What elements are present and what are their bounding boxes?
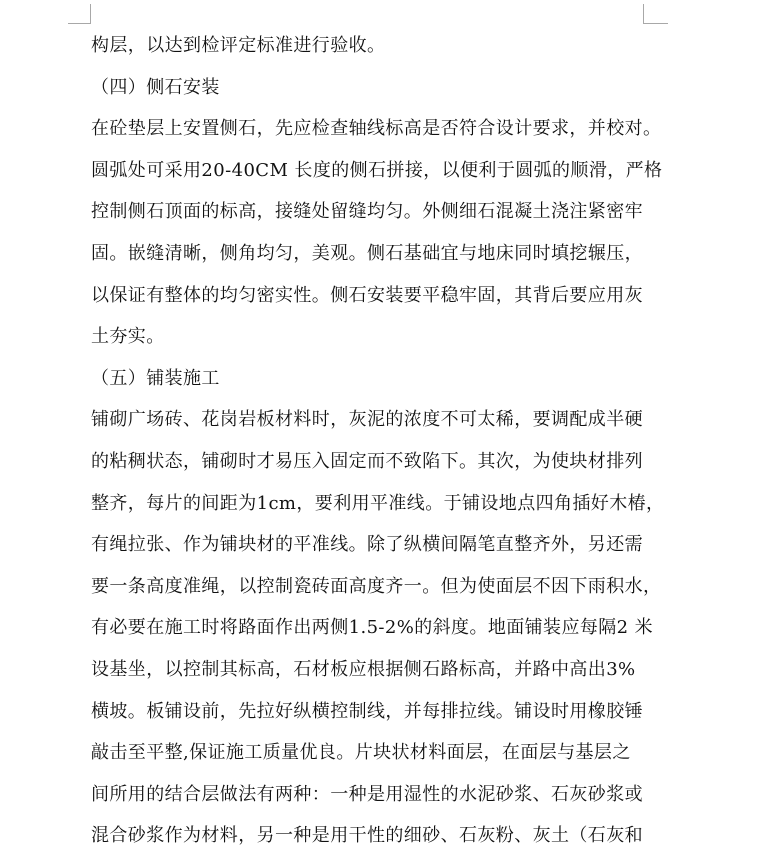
text-line: 敲击至平整,保证施工质量优良。片块状材料面层，在面层与基层之 xyxy=(91,742,631,764)
margin-mark-top-right xyxy=(643,4,644,23)
text-line: 铺砌广场砖、花岗岩板材料时，灰泥的浓度不可太稀，要调配成半硬 xyxy=(91,409,643,431)
text-line: 有绳拉张、作为铺块材的平准线。除了纵横间隔笔直整齐外，另还需 xyxy=(91,534,643,556)
section-heading-4: （四）侧石安装 xyxy=(91,76,220,98)
text-line: 间所用的结合层做法有两种：一种是用湿性的水泥砂浆、石灰砂浆或 xyxy=(91,783,643,805)
text-line: 以保证有整体的均匀密实性。侧石安装要平稳牢固，其背后要应用灰 xyxy=(91,284,643,306)
text-line: 控制侧石顶面的标高，接缝处留缝均匀。外侧细石混凝土浇注紧密牢 xyxy=(91,201,643,223)
text-line: 固。嵌缝清晰，侧角均匀，美观。侧石基础宜与地床同时填挖辗压， xyxy=(91,242,643,264)
margin-mark-top-left-horizontal xyxy=(68,23,91,24)
text-line: 混合砂浆作为材料，另一种是用干性的细砂、石灰粉、灰土（石灰和 xyxy=(91,825,643,847)
text-line: 有必要在施工时将路面作出两侧1.5-2%的斜度。地面铺装应每隔2 米 xyxy=(91,617,654,639)
text-line: 设基坐，以控制其标高，石材板应根据侧石路标高，并路中高出3% xyxy=(91,658,636,680)
document-body[interactable] xyxy=(91,28,665,860)
margin-mark-top-left xyxy=(90,4,91,23)
text-line: 要一条高度准绳，以控制瓷砖面高度齐一。但为使面层不因下雨积水， xyxy=(91,575,662,597)
text-line: 构层，以达到检评定标准进行验收。 xyxy=(91,35,386,56)
text-line: 土夯实。 xyxy=(91,326,165,348)
text-line: 横坡。板铺设前，先拉好纵横控制线，并每排拉线。铺设时用橡胶锤 xyxy=(91,700,643,722)
text-line: 圆弧处可采用20-40CM 长度的侧石拼接，以便利于圆弧的顺滑，严格 xyxy=(91,159,663,181)
text-line: 的粘稠状态，铺砌时才易压入固定而不致陷下。其次，为使块材排列 xyxy=(91,450,643,472)
margin-mark-top-right-horizontal xyxy=(643,23,668,24)
text-line: 在砼垫层上安置侧石，先应检查轴线标高是否符合设计要求，并校对。 xyxy=(91,118,662,140)
text-line: 整齐，每片的间距为1cm，要利用平准线。于铺设地点四角插好木椿， xyxy=(91,492,665,514)
section-heading-5: （五）铺装施工 xyxy=(91,367,220,389)
